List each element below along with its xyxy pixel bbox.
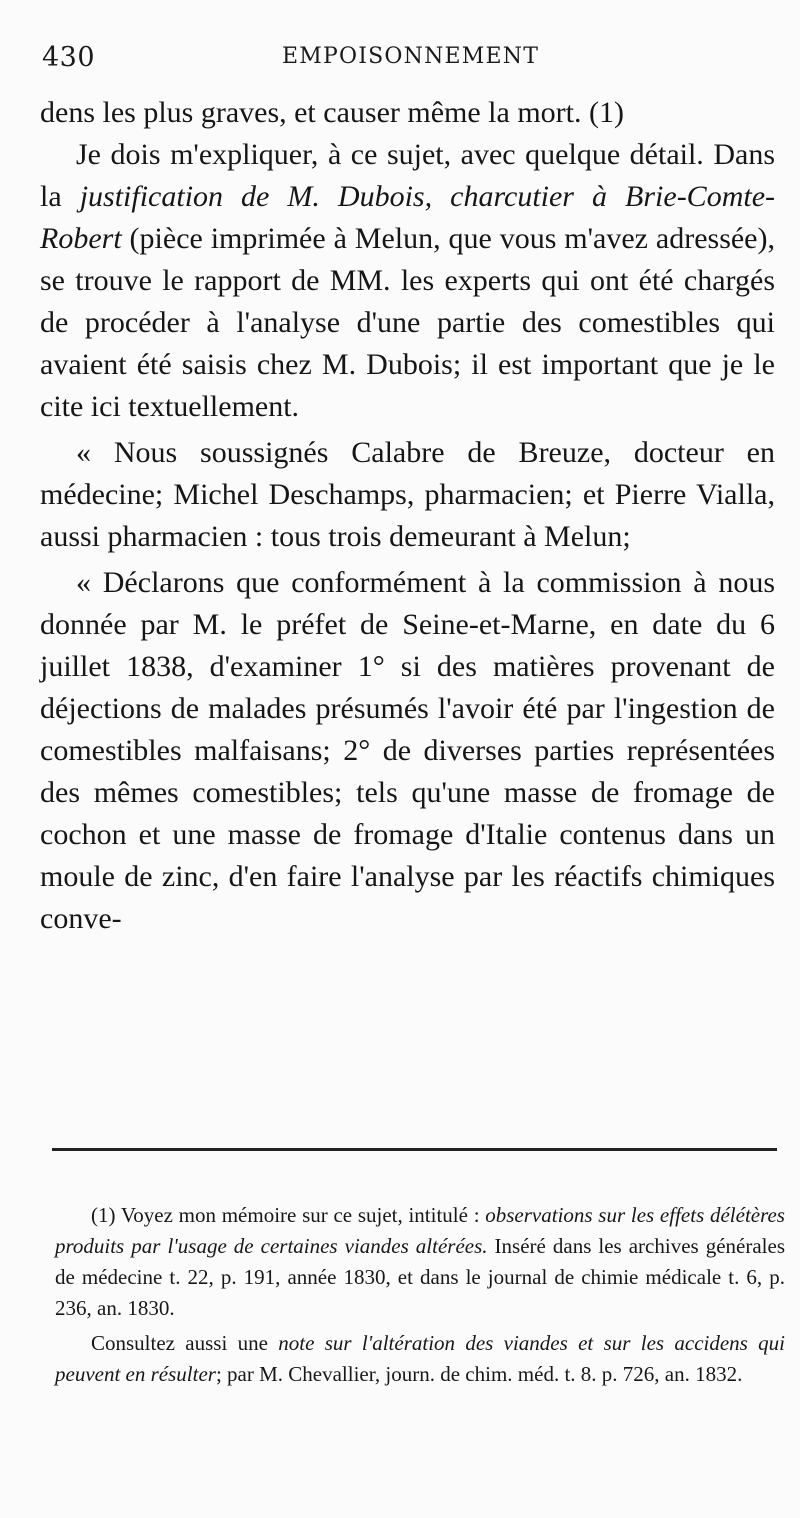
main-text <box>40 92 775 940</box>
footnote-1 <box>55 1200 785 1324</box>
footnote-1-text-b: Inséré dans les archives générales de médecine t. 22, p. 191, année 1830, et dans le journal de chimie médicale t. 6, p. 236, an. 1830. <box>55 1234 785 1320</box>
page-number: 430 <box>42 42 96 73</box>
paragraph-2 <box>40 134 775 428</box>
paragraph-3-text: « Nous soussignés Calabre de Breuze, docteur en médecine; Michel Deschamps, pharmacien; et Pierre Vialla, aussi pharmacien : tous trois demeurant à Melun; <box>40 436 775 553</box>
footnote-2-text-b: ; par M. Chevallier, journ. de chim. méd. t. 8. p. 726, an. 1832. <box>215 1362 743 1386</box>
footnotes <box>55 1200 785 1390</box>
paragraph-3 <box>40 432 775 558</box>
paragraph-4-text: « Déclarons que conformément à la commission à nous donnée par M. le préfet de Seine-et-Marne, en date du 6 juillet 1838, d'examiner 1° si des matières provenant de déjections de malades présumés l'avoir été par l'ingestion de comestibles malfaisans; 2° de diverses parties représentées des mêmes comestibles; tels qu'une masse de fromage de cochon et une masse de fromage d'Italie contenus dans un moule de zinc, d'en faire l'analyse par les réactifs chimiques conve- <box>40 566 775 935</box>
page-header <box>42 42 762 82</box>
footnote-2 <box>55 1328 785 1390</box>
paragraph-4 <box>40 562 775 940</box>
paragraph-1-text: dens les plus graves, et causer même la mort. (1) <box>40 96 624 129</box>
footnote-separator <box>52 1148 777 1151</box>
paragraph-2-text-b: (pièce imprimée à Melun, que vous m'avez adressée), se trouve le rapport de MM. les experts qui ont été chargés de procéder à l'analyse d'une partie des comestibles qui avaient été saisis chez M. Dubois; il est important que je le cite ici textuellement. <box>40 222 775 423</box>
footnote-2-italic-title: note sur l'altération des viandes et sur les accidens qui peuvent en résulter <box>55 1331 785 1386</box>
running-head: EMPOISONNEMENT <box>282 44 540 69</box>
paragraph-1 <box>40 92 775 134</box>
paragraph-2-italic-title: justification de M. Dubois, charcutier à Brie-Comte-Robert <box>40 180 775 255</box>
footnote-1-text-a: (1) Voyez mon mémoire sur ce sujet, intitulé : <box>91 1203 486 1227</box>
footnote-2-text-a: Consultez aussi une <box>91 1331 279 1355</box>
footnote-1-italic-title: observations sur les effets délétères produits par l'usage de certaines viandes altérées. <box>55 1203 785 1258</box>
paragraph-2-text-a: Je dois m'expliquer, à ce sujet, avec quelque détail. Dans la <box>40 138 775 213</box>
